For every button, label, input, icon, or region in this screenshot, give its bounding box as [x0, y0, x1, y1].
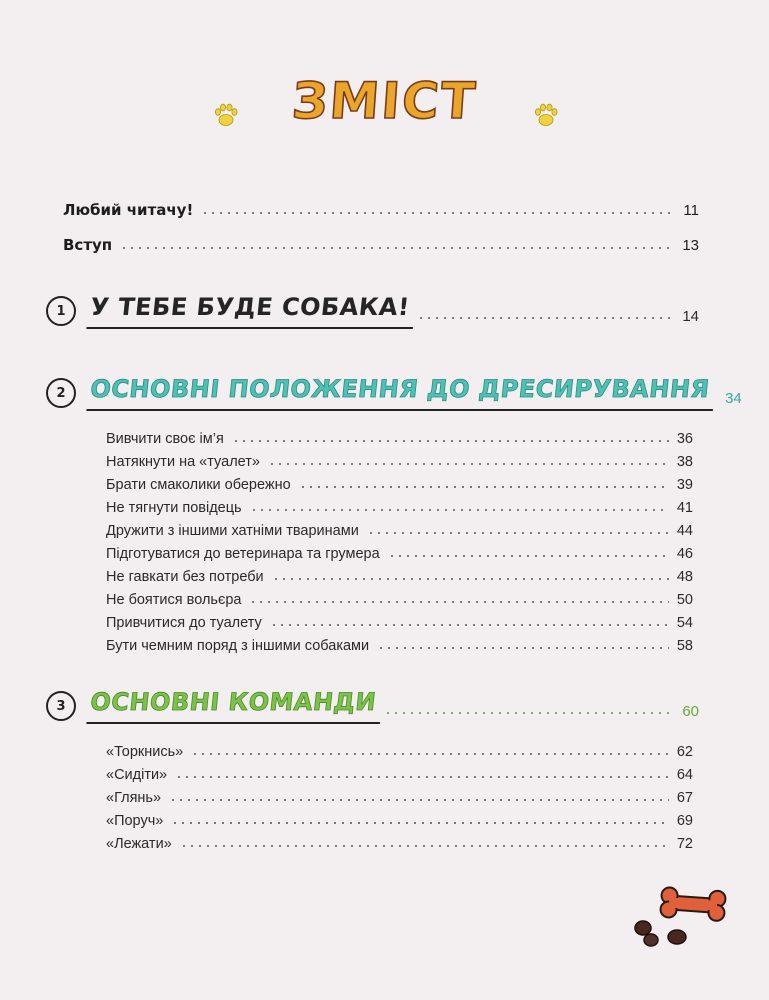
page-number: 54: [676, 615, 693, 631]
dot-leader: [201, 212, 675, 214]
toc-row[interactable]: [106, 638, 693, 654]
dot-leader: [377, 647, 669, 649]
dot-leader: [268, 463, 669, 465]
dot-leader: [169, 799, 669, 801]
page-number: 48: [676, 569, 693, 585]
toc-entry-label: «Лежати»: [106, 836, 172, 852]
page-number: 38: [676, 454, 693, 470]
dot-leader: [272, 578, 669, 580]
toc-row-intro[interactable]: [63, 236, 699, 254]
page-number: 64: [676, 767, 693, 783]
dot-leader: [180, 845, 669, 847]
toc-row[interactable]: [106, 790, 693, 806]
page-number: 58: [676, 638, 693, 654]
toc-row[interactable]: [106, 523, 693, 539]
page-number: 60: [682, 703, 699, 720]
dot-leader: [249, 601, 668, 603]
toc-entry-label: «Поруч»: [106, 813, 164, 829]
toc-entry-label: Дружити з іншими хатніми тваринами: [106, 523, 359, 539]
dot-leader: [120, 247, 674, 249]
toc-entry-label: «Торкнись»: [106, 744, 184, 760]
paw-icon: [532, 101, 560, 129]
page-number: 46: [676, 546, 693, 562]
dot-leader: [191, 753, 669, 755]
toc-entry-label: Натякнути на «туалет»: [106, 454, 260, 470]
toc-row[interactable]: [106, 767, 693, 783]
dot-leader: [250, 509, 669, 511]
toc-entry-label: Вивчити своє ім’я: [106, 431, 224, 447]
chapter-title: ОСНОВНІ ПОЛОЖЕННЯ ДО ДРЕСИРУВАННЯ: [88, 375, 711, 411]
toc-entry-label: Привчитися до туалету: [106, 615, 262, 631]
page-number: 72: [676, 836, 693, 852]
toc-row[interactable]: [106, 454, 693, 470]
dot-leader: [388, 555, 669, 557]
dot-leader: [299, 486, 669, 488]
toc-row[interactable]: [106, 569, 693, 585]
chapter-number-badge: 1: [46, 296, 76, 326]
chapter-heading-3[interactable]: [46, 688, 699, 724]
page-number: 39: [676, 477, 693, 493]
toc-entry-label: Не гавкати без потреби: [106, 569, 264, 585]
dot-leader: [367, 532, 669, 534]
page-title: ЗМІСТ: [290, 72, 479, 130]
toc-row-intro[interactable]: [63, 201, 699, 219]
toc-entry-label: Не боятися вольєра: [106, 592, 242, 608]
toc-row[interactable]: [106, 615, 693, 631]
toc-entry-label: Любий читачу!: [63, 201, 194, 219]
toc-entry-label: Бути чемним поряд з іншими собаками: [106, 638, 370, 654]
toc-row[interactable]: [106, 546, 693, 562]
dot-leader: [171, 822, 669, 824]
toc-entry-label: Підготуватися до ветеринара та грумера: [106, 546, 380, 562]
toc-row[interactable]: [106, 813, 693, 829]
dot-leader: [232, 440, 669, 442]
chapter-heading-1[interactable]: [46, 293, 699, 329]
toc-entry-label: Вступ: [63, 236, 113, 254]
toc-row[interactable]: [106, 744, 693, 760]
chapter-title: ОСНОВНІ КОМАНДИ: [88, 688, 377, 724]
chapter-heading-2[interactable]: [46, 375, 742, 411]
page-number: 41: [676, 500, 693, 516]
toc-row[interactable]: [106, 592, 693, 608]
page-number: 67: [676, 790, 693, 806]
dot-leader: [384, 712, 675, 714]
page-number: 62: [676, 744, 693, 760]
toc-row[interactable]: [106, 836, 693, 852]
toc-row[interactable]: [106, 500, 693, 516]
chapter-title: У ТЕБЕ БУДЕ СОБАКА!: [88, 293, 411, 329]
page-number: 69: [676, 813, 693, 829]
dot-leader: [175, 776, 669, 778]
toc-row[interactable]: [106, 477, 693, 493]
page-number: 44: [676, 523, 693, 539]
chapter-number-badge: 3: [46, 691, 76, 721]
page-number: 50: [676, 592, 693, 608]
page-number: 11: [683, 202, 699, 219]
toc-entry-label: «Глянь»: [106, 790, 162, 806]
page-number: 36: [676, 431, 693, 447]
dot-leader: [270, 624, 669, 626]
toc-entry-label: «Сидіти»: [106, 767, 168, 783]
toc-entry-label: Не тягнути повідець: [106, 500, 242, 516]
page-number: 13: [682, 237, 699, 254]
page-number: 34: [725, 390, 742, 407]
toc-entry-label: Брати смаколики обережно: [106, 477, 291, 493]
dot-leader: [417, 317, 674, 319]
chapter-number-badge: 2: [46, 378, 76, 408]
page-number: 14: [682, 308, 699, 325]
bone-icon: [629, 882, 739, 952]
toc-row[interactable]: [106, 431, 693, 447]
